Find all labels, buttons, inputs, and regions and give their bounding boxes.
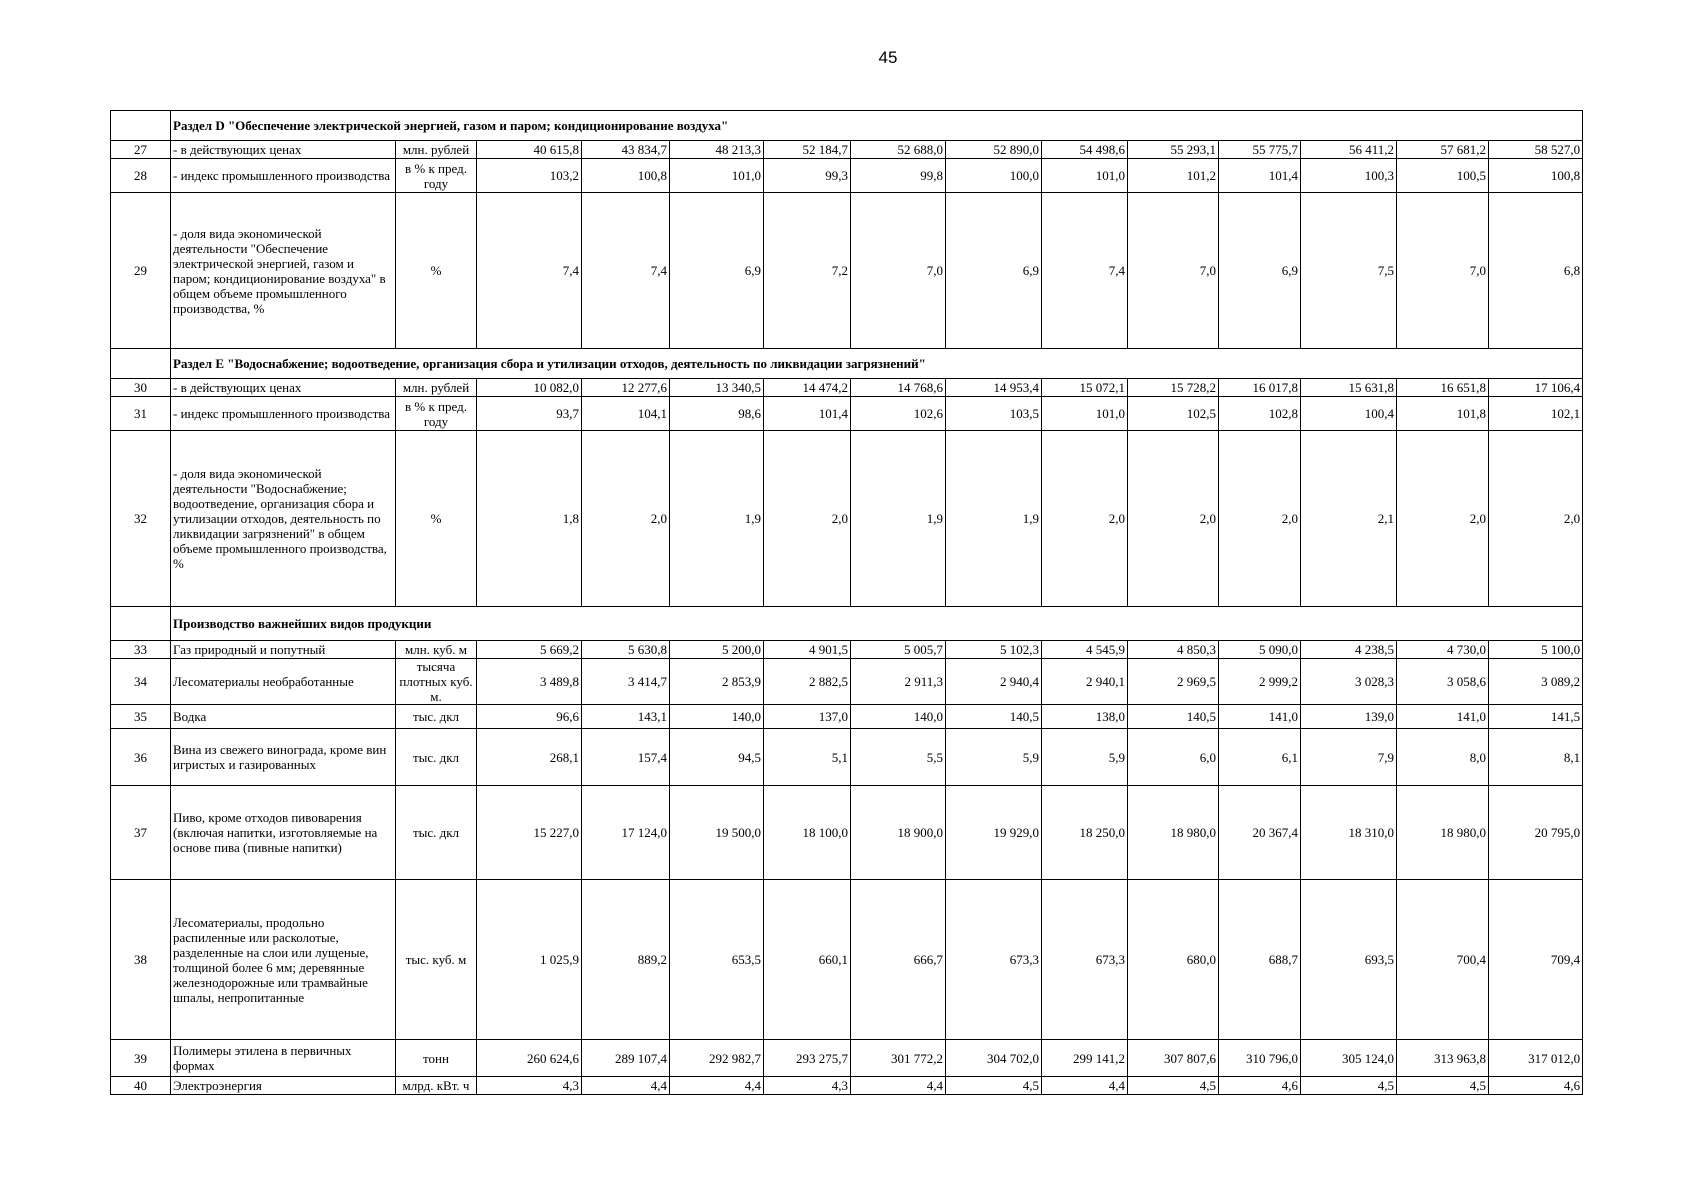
value-cell: 55 775,7: [1219, 141, 1301, 159]
value-cell: 101,0: [1042, 397, 1128, 431]
value-cell: 2 969,5: [1128, 659, 1219, 705]
indicator-name: - доля вида экономической деятельности "Обеспечение электрической энергией, газом и паром; кондиционирование воздуха" в общем объеме промышленного производства, %: [171, 193, 396, 349]
value-cell: 137,0: [764, 705, 851, 729]
table-row: [111, 141, 1583, 159]
unit-of-measure: тыс. дкл: [396, 705, 477, 729]
indicator-name: Газ природный и попутный: [171, 641, 396, 659]
indicator-name: - в действующих ценах: [171, 379, 396, 397]
value-cell: 305 124,0: [1301, 1040, 1397, 1077]
indicator-name: - в действующих ценах: [171, 141, 396, 159]
row-number: 40: [111, 1077, 171, 1095]
section-number-cell: [111, 349, 171, 379]
value-cell: 157,4: [582, 729, 670, 786]
value-cell: 2,0: [1128, 431, 1219, 607]
table-row: [111, 729, 1583, 786]
value-cell: 100,8: [1489, 159, 1583, 193]
value-cell: 2,0: [1042, 431, 1128, 607]
value-cell: 4,4: [670, 1077, 764, 1095]
unit-of-measure: млн. рублей: [396, 379, 477, 397]
value-cell: 15 227,0: [477, 786, 582, 880]
row-number: 27: [111, 141, 171, 159]
value-cell: 673,3: [1042, 880, 1128, 1040]
value-cell: 100,8: [582, 159, 670, 193]
value-cell: 6,0: [1128, 729, 1219, 786]
table-row: [111, 431, 1583, 607]
value-cell: 16 651,8: [1397, 379, 1489, 397]
value-cell: 4,4: [1042, 1077, 1128, 1095]
value-cell: 299 141,2: [1042, 1040, 1128, 1077]
value-cell: 2,0: [1489, 431, 1583, 607]
unit-of-measure: тысяча плотных куб. м.: [396, 659, 477, 705]
value-cell: 4,4: [851, 1077, 946, 1095]
value-cell: 15 072,1: [1042, 379, 1128, 397]
value-cell: 292 982,7: [670, 1040, 764, 1077]
value-cell: 5 669,2: [477, 641, 582, 659]
value-cell: 5,5: [851, 729, 946, 786]
value-cell: 7,0: [1397, 193, 1489, 349]
section-title: Раздел D "Обеспечение электрической энергией, газом и паром; кондиционирование воздуха": [171, 111, 1583, 141]
value-cell: 13 340,5: [670, 379, 764, 397]
value-cell: 666,7: [851, 880, 946, 1040]
value-cell: 96,6: [477, 705, 582, 729]
value-cell: 18 100,0: [764, 786, 851, 880]
value-cell: 103,2: [477, 159, 582, 193]
value-cell: 99,8: [851, 159, 946, 193]
value-cell: 102,8: [1219, 397, 1301, 431]
value-cell: 4,6: [1219, 1077, 1301, 1095]
value-cell: 7,0: [851, 193, 946, 349]
value-cell: 101,4: [1219, 159, 1301, 193]
value-cell: 3 058,6: [1397, 659, 1489, 705]
value-cell: 40 615,8: [477, 141, 582, 159]
row-number: 34: [111, 659, 171, 705]
indicator-name: - индекс промышленного производства: [171, 159, 396, 193]
value-cell: 104,1: [582, 397, 670, 431]
value-cell: 101,0: [1042, 159, 1128, 193]
row-number: 35: [111, 705, 171, 729]
table-row: [111, 1077, 1583, 1095]
value-cell: 3 089,2: [1489, 659, 1583, 705]
section-title: Раздел E "Водоснабжение; водоотведение, организация сбора и утилизации отходов, деятельность по ликвидации загрязнений": [171, 349, 1583, 379]
value-cell: 48 213,3: [670, 141, 764, 159]
value-cell: 58 527,0: [1489, 141, 1583, 159]
value-cell: 100,5: [1397, 159, 1489, 193]
value-cell: 317 012,0: [1489, 1040, 1583, 1077]
table-row: [111, 159, 1583, 193]
unit-of-measure: млрд. кВт. ч: [396, 1077, 477, 1095]
indicator-name: Электроэнергия: [171, 1077, 396, 1095]
value-cell: 5 005,7: [851, 641, 946, 659]
value-cell: 98,6: [670, 397, 764, 431]
value-cell: 141,5: [1489, 705, 1583, 729]
value-cell: 19 929,0: [946, 786, 1042, 880]
row-number: 32: [111, 431, 171, 607]
unit-of-measure: в % к пред. году: [396, 159, 477, 193]
unit-of-measure: тыс. дкл: [396, 729, 477, 786]
indicator-name: Пиво, кроме отходов пивоварения (включая напитки, изготовляемые на основе пива (пивные напитки): [171, 786, 396, 880]
value-cell: 4,5: [1301, 1077, 1397, 1095]
value-cell: 3 489,8: [477, 659, 582, 705]
value-cell: 14 474,2: [764, 379, 851, 397]
value-cell: 14 953,4: [946, 379, 1042, 397]
table-body: [111, 111, 1583, 1095]
value-cell: 140,0: [851, 705, 946, 729]
unit-of-measure: тыс. дкл: [396, 786, 477, 880]
value-cell: 700,4: [1397, 880, 1489, 1040]
value-cell: 4,5: [1397, 1077, 1489, 1095]
value-cell: 8,0: [1397, 729, 1489, 786]
value-cell: 101,0: [670, 159, 764, 193]
value-cell: 7,0: [1128, 193, 1219, 349]
value-cell: 7,5: [1301, 193, 1397, 349]
value-cell: 709,4: [1489, 880, 1583, 1040]
section-header-row: [111, 349, 1583, 379]
value-cell: 5 102,3: [946, 641, 1042, 659]
value-cell: 2,0: [1397, 431, 1489, 607]
unit-of-measure: млн. куб. м: [396, 641, 477, 659]
value-cell: 680,0: [1128, 880, 1219, 1040]
value-cell: 5,1: [764, 729, 851, 786]
section-title: Производство важнейших видов продукции: [171, 607, 1583, 641]
value-cell: 140,5: [946, 705, 1042, 729]
value-cell: 6,9: [670, 193, 764, 349]
value-cell: 102,1: [1489, 397, 1583, 431]
row-number: 39: [111, 1040, 171, 1077]
value-cell: 100,0: [946, 159, 1042, 193]
value-cell: 4,6: [1489, 1077, 1583, 1095]
value-cell: 4 545,9: [1042, 641, 1128, 659]
value-cell: 4,5: [946, 1077, 1042, 1095]
indicator-name: Лесоматериалы, продольно распиленные или расколотые, разделенные на слои или лущеные, толщиной более 6 мм; деревянные железнодорожные или трамвайные шпалы, непропитанные: [171, 880, 396, 1040]
value-cell: 7,4: [582, 193, 670, 349]
value-cell: 693,5: [1301, 880, 1397, 1040]
value-cell: 4 901,5: [764, 641, 851, 659]
value-cell: 6,9: [1219, 193, 1301, 349]
row-number: 36: [111, 729, 171, 786]
value-cell: 307 807,6: [1128, 1040, 1219, 1077]
value-cell: 139,0: [1301, 705, 1397, 729]
unit-of-measure: %: [396, 431, 477, 607]
unit-of-measure: млн. рублей: [396, 141, 477, 159]
value-cell: 293 275,7: [764, 1040, 851, 1077]
section-header-row: [111, 607, 1583, 641]
value-cell: 55 293,1: [1128, 141, 1219, 159]
value-cell: 2 999,2: [1219, 659, 1301, 705]
value-cell: 5 200,0: [670, 641, 764, 659]
value-cell: 4 730,0: [1397, 641, 1489, 659]
value-cell: 2,0: [764, 431, 851, 607]
row-number: 33: [111, 641, 171, 659]
value-cell: 18 250,0: [1042, 786, 1128, 880]
value-cell: 141,0: [1397, 705, 1489, 729]
value-cell: 2 911,3: [851, 659, 946, 705]
value-cell: 304 702,0: [946, 1040, 1042, 1077]
row-number: 37: [111, 786, 171, 880]
value-cell: 8,1: [1489, 729, 1583, 786]
value-cell: 7,2: [764, 193, 851, 349]
table-row: [111, 880, 1583, 1040]
row-number: 38: [111, 880, 171, 1040]
value-cell: 56 411,2: [1301, 141, 1397, 159]
row-number: 30: [111, 379, 171, 397]
page-number: 45: [878, 48, 898, 67]
table-row: [111, 1040, 1583, 1077]
indicator-name: - доля вида экономической деятельности "Водоснабжение; водоотведение, организация сбора и утилизации отходов, деятельность по ликвидации загрязнений" в общем объеме промышленного производства, %: [171, 431, 396, 607]
row-number: 31: [111, 397, 171, 431]
value-cell: 260 624,6: [477, 1040, 582, 1077]
value-cell: 101,2: [1128, 159, 1219, 193]
row-number: 29: [111, 193, 171, 349]
value-cell: 140,5: [1128, 705, 1219, 729]
value-cell: 4,5: [1128, 1077, 1219, 1095]
value-cell: 19 500,0: [670, 786, 764, 880]
value-cell: 2 940,4: [946, 659, 1042, 705]
unit-of-measure: %: [396, 193, 477, 349]
value-cell: 4,3: [764, 1077, 851, 1095]
value-cell: 57 681,2: [1397, 141, 1489, 159]
value-cell: 18 900,0: [851, 786, 946, 880]
value-cell: 101,4: [764, 397, 851, 431]
value-cell: 52 688,0: [851, 141, 946, 159]
value-cell: 1,9: [670, 431, 764, 607]
indicator-name: Водка: [171, 705, 396, 729]
section-header-row: [111, 111, 1583, 141]
value-cell: 301 772,2: [851, 1040, 946, 1077]
value-cell: 1,9: [946, 431, 1042, 607]
value-cell: 660,1: [764, 880, 851, 1040]
table-row: [111, 659, 1583, 705]
value-cell: 52 184,7: [764, 141, 851, 159]
value-cell: 268,1: [477, 729, 582, 786]
value-cell: 7,4: [477, 193, 582, 349]
value-cell: 18 310,0: [1301, 786, 1397, 880]
table-row: [111, 193, 1583, 349]
value-cell: 20 795,0: [1489, 786, 1583, 880]
value-cell: 100,3: [1301, 159, 1397, 193]
table-row: [111, 786, 1583, 880]
value-cell: 6,1: [1219, 729, 1301, 786]
value-cell: 313 963,8: [1397, 1040, 1489, 1077]
value-cell: 1 025,9: [477, 880, 582, 1040]
value-cell: 4 238,5: [1301, 641, 1397, 659]
value-cell: 1,9: [851, 431, 946, 607]
value-cell: 310 796,0: [1219, 1040, 1301, 1077]
unit-of-measure: в % к пред. году: [396, 397, 477, 431]
table-row: [111, 379, 1583, 397]
value-cell: 7,9: [1301, 729, 1397, 786]
value-cell: 5,9: [946, 729, 1042, 786]
value-cell: 102,6: [851, 397, 946, 431]
value-cell: 2,0: [582, 431, 670, 607]
value-cell: 4,3: [477, 1077, 582, 1095]
section-number-cell: [111, 607, 171, 641]
value-cell: 100,4: [1301, 397, 1397, 431]
value-cell: 5 630,8: [582, 641, 670, 659]
data-table: [110, 110, 1583, 1095]
indicator-name: Лесоматериалы необработанные: [171, 659, 396, 705]
value-cell: 2 853,9: [670, 659, 764, 705]
row-number: 28: [111, 159, 171, 193]
value-cell: 6,8: [1489, 193, 1583, 349]
value-cell: 5 100,0: [1489, 641, 1583, 659]
value-cell: 94,5: [670, 729, 764, 786]
value-cell: 15 631,8: [1301, 379, 1397, 397]
value-cell: 4 850,3: [1128, 641, 1219, 659]
value-cell: 54 498,6: [1042, 141, 1128, 159]
value-cell: 99,3: [764, 159, 851, 193]
indicator-name: Полимеры этилена в первичных формах: [171, 1040, 396, 1077]
value-cell: 289 107,4: [582, 1040, 670, 1077]
value-cell: 102,5: [1128, 397, 1219, 431]
value-cell: 18 980,0: [1128, 786, 1219, 880]
value-cell: 653,5: [670, 880, 764, 1040]
value-cell: 5 090,0: [1219, 641, 1301, 659]
value-cell: 2 882,5: [764, 659, 851, 705]
indicator-name: - индекс промышленного производства: [171, 397, 396, 431]
value-cell: 5,9: [1042, 729, 1128, 786]
value-cell: 12 277,6: [582, 379, 670, 397]
value-cell: 103,5: [946, 397, 1042, 431]
table-row: [111, 397, 1583, 431]
value-cell: 52 890,0: [946, 141, 1042, 159]
value-cell: 141,0: [1219, 705, 1301, 729]
value-cell: 17 124,0: [582, 786, 670, 880]
value-cell: 93,7: [477, 397, 582, 431]
value-cell: 16 017,8: [1219, 379, 1301, 397]
value-cell: 1,8: [477, 431, 582, 607]
value-cell: 101,8: [1397, 397, 1489, 431]
unit-of-measure: тыс. куб. м: [396, 880, 477, 1040]
value-cell: 14 768,6: [851, 379, 946, 397]
value-cell: 2 940,1: [1042, 659, 1128, 705]
value-cell: 2,0: [1219, 431, 1301, 607]
value-cell: 20 367,4: [1219, 786, 1301, 880]
unit-of-measure: тонн: [396, 1040, 477, 1077]
value-cell: 673,3: [946, 880, 1042, 1040]
value-cell: 18 980,0: [1397, 786, 1489, 880]
indicator-name: Вина из свежего винограда, кроме вин игристых и газированных: [171, 729, 396, 786]
value-cell: 2,1: [1301, 431, 1397, 607]
value-cell: 15 728,2: [1128, 379, 1219, 397]
value-cell: 7,4: [1042, 193, 1128, 349]
value-cell: 3 414,7: [582, 659, 670, 705]
value-cell: 140,0: [670, 705, 764, 729]
value-cell: 4,4: [582, 1077, 670, 1095]
value-cell: 17 106,4: [1489, 379, 1583, 397]
value-cell: 138,0: [1042, 705, 1128, 729]
value-cell: 3 028,3: [1301, 659, 1397, 705]
section-number-cell: [111, 111, 171, 141]
value-cell: 143,1: [582, 705, 670, 729]
value-cell: 889,2: [582, 880, 670, 1040]
value-cell: 6,9: [946, 193, 1042, 349]
table-row: [111, 641, 1583, 659]
value-cell: 43 834,7: [582, 141, 670, 159]
value-cell: 10 082,0: [477, 379, 582, 397]
table-row: [111, 705, 1583, 729]
value-cell: 688,7: [1219, 880, 1301, 1040]
